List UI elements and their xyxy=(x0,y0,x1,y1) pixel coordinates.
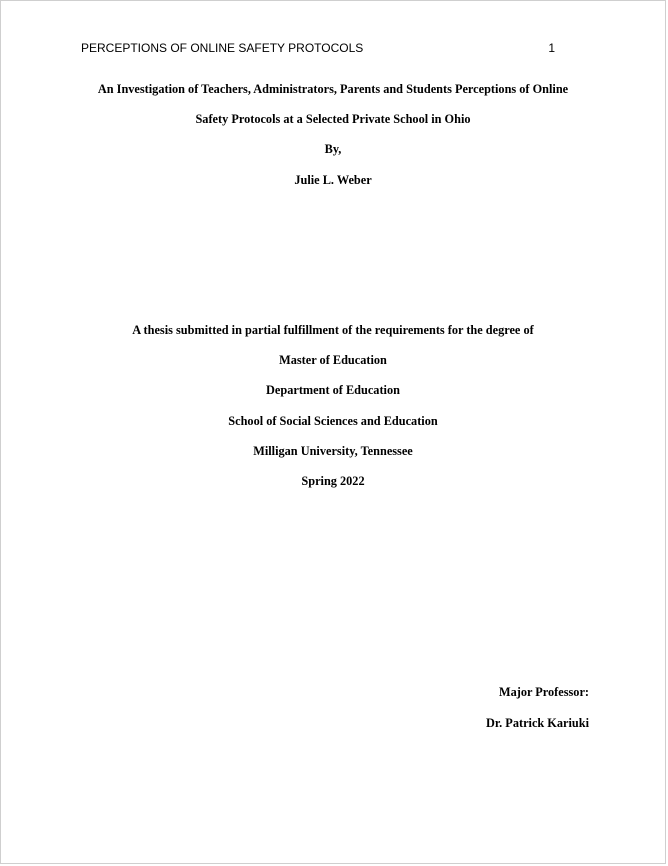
university-name: Milligan University, Tennessee xyxy=(253,443,413,458)
professor-block xyxy=(486,677,589,739)
degree-name: Master of Education xyxy=(279,353,387,368)
department-name: Department of Education xyxy=(266,383,400,398)
page-number: 1 xyxy=(548,41,555,55)
term: Spring 2022 xyxy=(301,474,365,489)
title-line-1: An Investigation of Teachers, Administrators, Parents and Students Perceptions of Online xyxy=(97,82,569,96)
by-line: By, xyxy=(324,142,342,157)
thesis-block xyxy=(1,315,665,496)
running-head: PERCEPTIONS OF ONLINE SAFETY PROTOCOLS xyxy=(81,41,364,55)
page-header xyxy=(81,41,555,57)
major-professor-label: Major Professor: xyxy=(498,685,589,699)
school-name: School of Social Sciences and Education xyxy=(228,413,438,428)
title-line-2: Safety Protocols at a Selected Private School in Ohio xyxy=(195,112,471,127)
author-name: Julie L. Weber xyxy=(294,172,372,187)
title-block xyxy=(1,74,665,195)
major-professor-name: Dr. Patrick Kariuki xyxy=(485,716,589,730)
thesis-statement: A thesis submitted in partial fulfillment of the requirements for the degree of xyxy=(132,323,534,337)
